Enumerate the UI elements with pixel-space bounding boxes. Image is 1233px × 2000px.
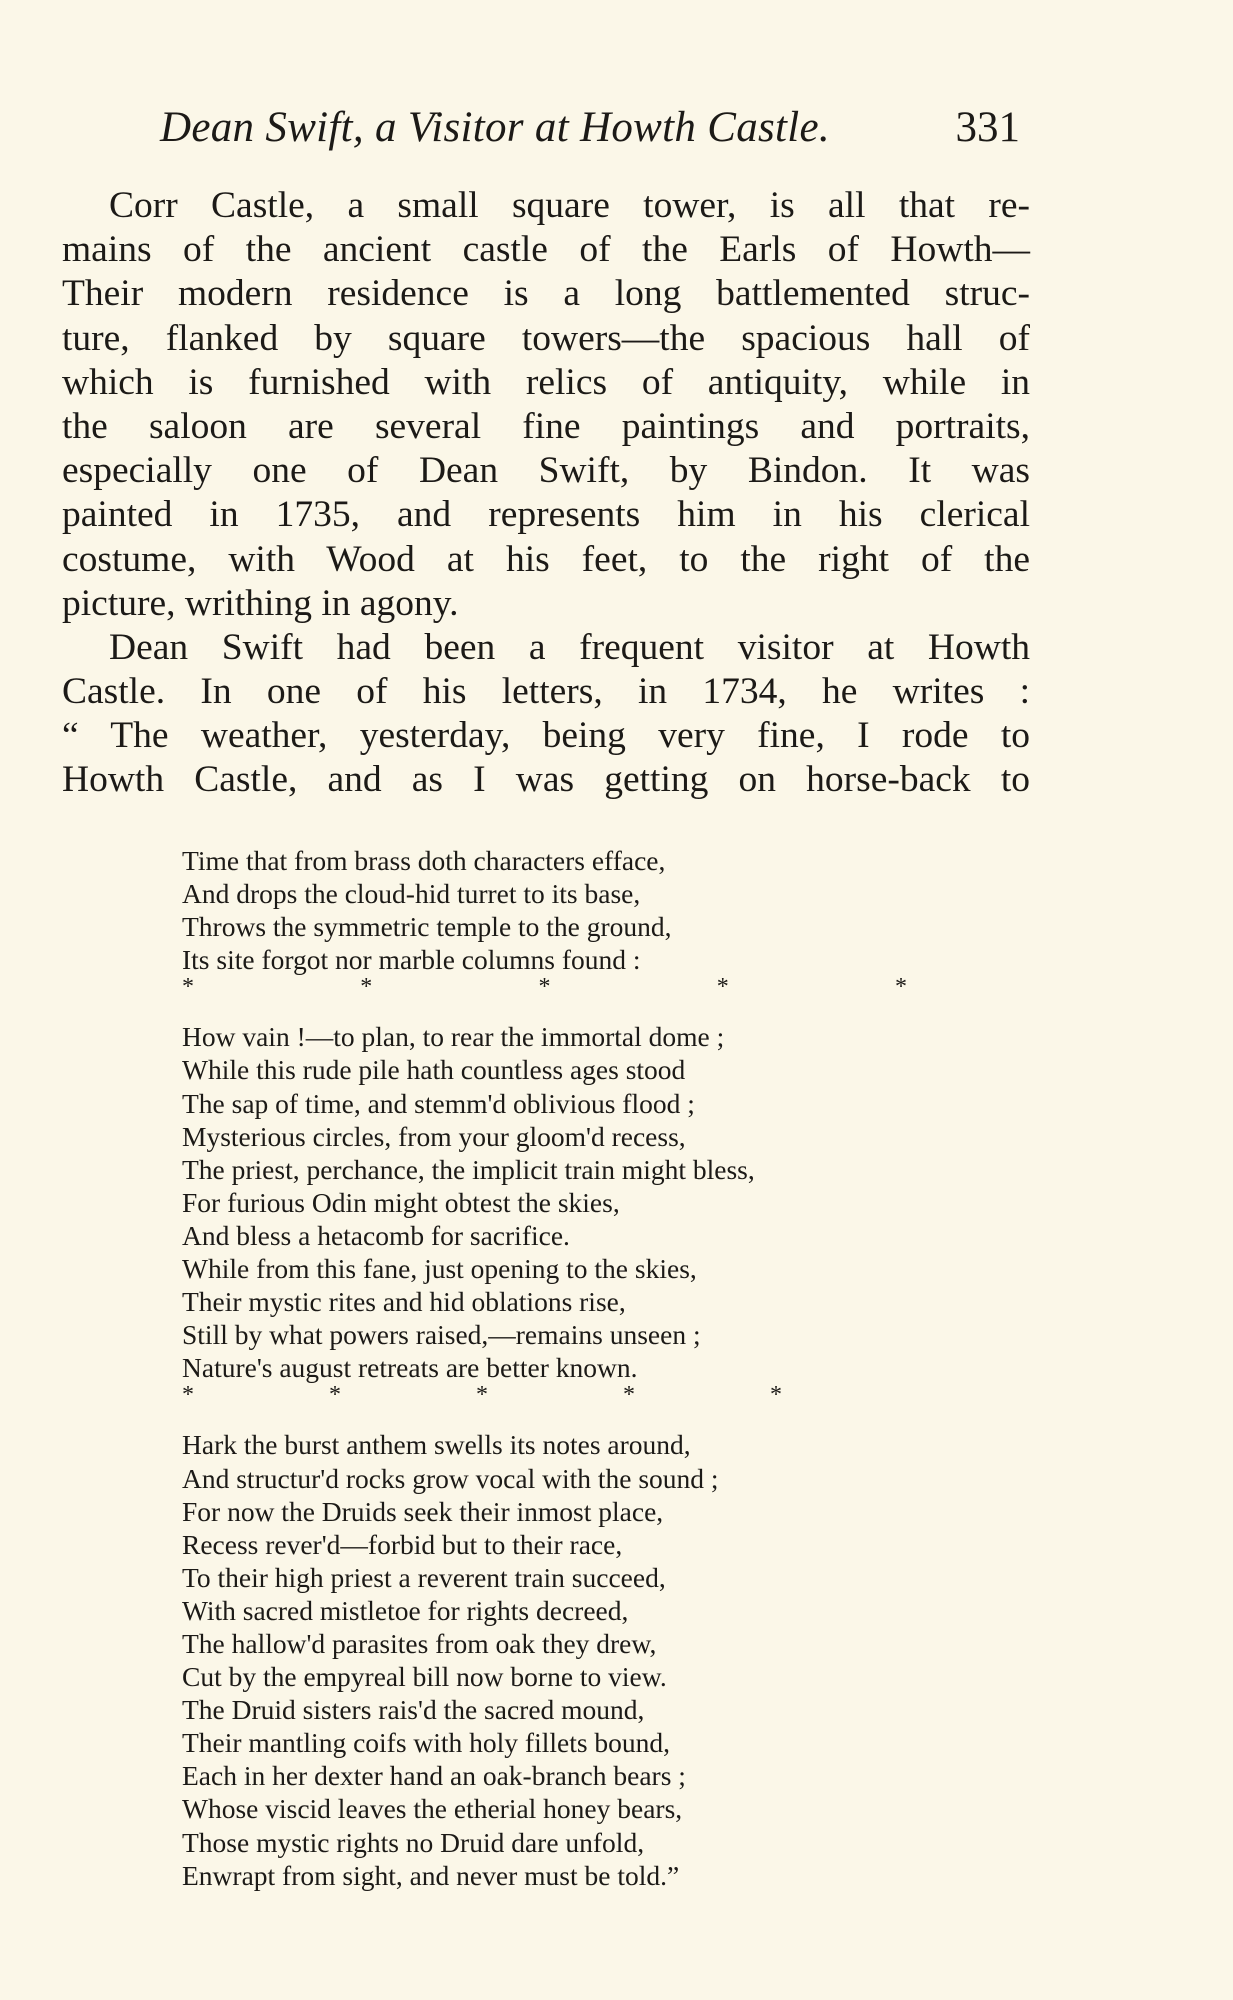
verse-line: The sap of time, and stemm'd oblivious flood ;	[182, 1087, 695, 1119]
verse-line: Throws the symmetric temple to the ground,	[182, 911, 672, 943]
verse-line: Their mystic rites and hid oblations rise,	[182, 1286, 626, 1318]
asterism-star: *	[538, 974, 551, 1001]
verse-line: Their mantling coifs with holy fillets bound,	[182, 1727, 671, 1759]
verse-line: The hallow'd parasites from oak they drew,	[182, 1627, 657, 1659]
prose-line: especially one of Dean Swift, by Bindon. It was	[62, 450, 1030, 492]
poem-stanza-1	[182, 844, 972, 976]
verse-line: To their high priest a reverent train succeed,	[182, 1561, 666, 1593]
verse-line: Mysterious circles, from your gloom'd recess,	[182, 1120, 686, 1152]
running-head-title: Dean Swift, a Visitor at Howth Castle.	[160, 104, 830, 151]
prose-line: “ The weather, yesterday, being very fine, I rode to	[62, 715, 1030, 757]
prose-line: Dean Swift had been a frequent visitor at Howth	[109, 626, 1030, 668]
verse-line: With sacred mistletoe for rights decreed,	[182, 1594, 629, 1626]
prose-line: Their modern residence is a long battlemented struc-	[62, 273, 1030, 315]
prose-line: Corr Castle, a small square tower, is all that re-	[109, 185, 1030, 226]
verse-line: Hark the burst anthem swells its notes around,	[182, 1429, 691, 1461]
prose-line: costume, with Wood at his feet, to the right of the	[62, 538, 1030, 580]
verse-line: Each in her dexter hand an oak-branch bears ;	[182, 1760, 686, 1792]
asterism-star: *	[360, 974, 373, 1001]
verse-line: For furious Odin might obtest the skies,	[182, 1186, 620, 1218]
prose-line: the saloon are several fine paintings and portraits,	[62, 405, 1030, 447]
poem-stanza-2	[182, 1020, 972, 1384]
asterism-star: *	[329, 1382, 341, 1409]
poem-stanza-3	[182, 1428, 972, 1891]
page-number: 331	[955, 104, 1020, 151]
asterism-divider	[182, 976, 907, 1006]
prose-line: painted in 1735, and represents him in his clerical	[62, 494, 1030, 536]
verse-line: And drops the cloud-hid turret to its base,	[182, 878, 641, 910]
verse-line: Nature's august retreats are better known.	[182, 1352, 638, 1384]
asterism-star: *	[182, 974, 194, 1001]
asterism-star: *	[476, 1382, 488, 1409]
verse-line: For now the Druids seek their inmost place,	[182, 1495, 664, 1527]
prose-line: Howth Castle, and as I was getting on horse-back to	[62, 759, 1030, 801]
running-head	[160, 98, 1020, 158]
asterism-divider	[182, 1384, 782, 1414]
verse-line: Still by what powers raised,—remains unseen ;	[182, 1319, 701, 1351]
prose-line: which is furnished with relics of antiquity, while in	[62, 361, 1030, 403]
verse-line: Time that from brass doth characters efface,	[182, 845, 666, 876]
prose-line: picture, writhing in agony.	[62, 582, 459, 624]
verse-line: Whose viscid leaves the etherial honey bears,	[182, 1793, 683, 1825]
verse-line: Recess rever'd—forbid but to their race,	[182, 1528, 623, 1560]
verse-line: Cut by the empyreal bill now borne to view.	[182, 1661, 667, 1693]
asterism-star: *	[770, 1382, 782, 1409]
verse-line: While this rude pile hath countless ages stood	[182, 1054, 686, 1086]
asterism-star: *	[895, 974, 907, 1001]
asterism-star: *	[182, 1382, 194, 1409]
prose-text	[62, 184, 1030, 803]
verse-line: Its site forgot nor marble columns found :	[182, 944, 641, 976]
verse-line: And structur'd rocks grow vocal with the sound ;	[182, 1462, 719, 1494]
prose-line: ture, flanked by square towers—the spacious hall of	[62, 317, 1030, 359]
verse-line: While from this fane, just opening to the skies,	[182, 1253, 697, 1285]
prose-line: Castle. In one of his letters, in 1734, he writes :	[62, 671, 1030, 713]
verse-line: Those mystic rights no Druid dare unfold,	[182, 1826, 645, 1858]
asterism-star: *	[716, 974, 729, 1001]
verse-line: The Druid sisters rais'd the sacred mound,	[182, 1694, 645, 1726]
poem-block	[182, 844, 972, 1892]
asterism-star: *	[623, 1382, 635, 1409]
prose-line: mains of the ancient castle of the Earls of Howth—	[62, 229, 1030, 271]
verse-line: How vain !—to plan, to rear the immortal dome ;	[182, 1021, 725, 1053]
verse-line: Enwrapt from sight, and never must be told.”	[182, 1859, 680, 1891]
verse-line: And bless a hetacomb for sacrifice.	[182, 1219, 570, 1251]
verse-line: The priest, perchance, the implicit train might bless,	[182, 1153, 755, 1185]
